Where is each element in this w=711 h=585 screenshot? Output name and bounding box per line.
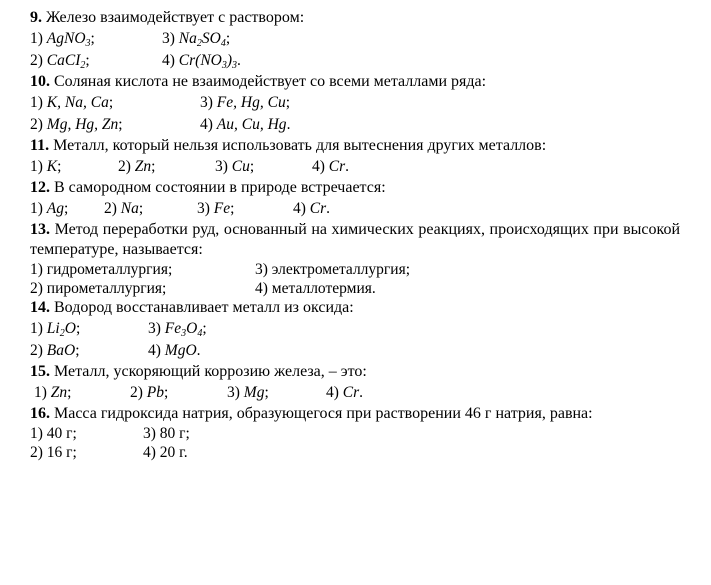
answer-row <box>30 114 680 136</box>
answer-row <box>30 443 680 462</box>
option-punctuation: . <box>237 52 241 69</box>
answer-option <box>143 424 190 443</box>
chemical-formula: Mg, Hg, Zn <box>46 116 119 133</box>
question-12 <box>30 178 680 198</box>
option-number: 1) <box>30 158 43 175</box>
chemical-formula: K <box>46 158 58 175</box>
option-number: 2) <box>118 158 131 175</box>
option-number: 4) <box>293 200 306 217</box>
question-15 <box>30 362 680 382</box>
answer-row <box>30 340 680 362</box>
option-punctuation: ; <box>249 158 255 175</box>
option-punctuation: ; <box>67 384 72 401</box>
answer-row <box>30 50 680 72</box>
option-number: 1) <box>30 320 43 337</box>
option-punctuation: ; <box>164 384 169 401</box>
question-number: 10. <box>30 73 50 90</box>
chemical-formula: Pb <box>146 384 165 401</box>
option-number: 3) <box>148 320 161 337</box>
answer-option <box>312 156 349 178</box>
option-number: 3) <box>162 30 175 47</box>
quiz-page <box>30 8 680 462</box>
chemical-formula: Fe, Hg, Cu <box>216 94 286 111</box>
answer-row <box>30 318 680 340</box>
answer-option <box>34 382 71 404</box>
question-text: Железо взаимодействует с раствором: <box>46 9 305 26</box>
option-number: 2) <box>30 280 43 297</box>
option-number: 1) <box>30 30 43 47</box>
option-punctuation: ; <box>225 30 231 47</box>
answer-row <box>30 279 680 298</box>
option-number: 3) <box>215 158 228 175</box>
option-number: 3) <box>143 425 156 442</box>
chemical-formula: Ag <box>46 200 65 217</box>
answer-row <box>30 28 680 50</box>
option-number: 3) <box>227 384 240 401</box>
chemical-formula: K, Na, Ca <box>46 94 109 111</box>
answer-row <box>30 424 680 443</box>
option-number: 2) <box>30 444 43 461</box>
chemical-formula: MgO <box>164 342 197 359</box>
answer-option <box>148 318 207 340</box>
chemical-formula: $Fe_3O_4$ <box>164 320 203 339</box>
answer-option <box>162 28 230 50</box>
option-number: 4) <box>255 280 268 297</box>
question-14 <box>30 298 680 318</box>
option-punctuation: ; <box>264 384 269 401</box>
chemical-formula: Cr <box>342 384 360 401</box>
option-number: 4) <box>148 342 161 359</box>
option-punctuation: . <box>286 116 291 133</box>
option-punctuation: ; <box>64 200 69 217</box>
option-text: 80 г; <box>159 425 190 442</box>
chemical-formula: Fe <box>213 200 231 217</box>
option-punctuation: . <box>359 384 364 401</box>
chemical-formula: Na <box>120 200 139 217</box>
answer-option <box>293 198 330 220</box>
option-number: 4) <box>312 158 325 175</box>
option-number: 4) <box>143 444 156 461</box>
answer-option <box>30 92 113 114</box>
answer-option <box>30 279 166 298</box>
chemical-formula: CaCI$_2$ <box>46 52 86 71</box>
option-number: 1) <box>34 384 47 401</box>
option-number: 4) <box>200 116 213 133</box>
option-text: электрометаллургия; <box>271 261 411 278</box>
option-text: 16 г; <box>46 444 77 461</box>
option-number: 1) <box>30 261 43 278</box>
question-text: Металл, ускоряющий коррозию железа, – это: <box>54 363 367 380</box>
chemical-formula: Zn <box>134 158 152 175</box>
answer-option <box>30 443 77 462</box>
answer-option <box>30 424 77 443</box>
option-number: 2) <box>130 384 143 401</box>
option-number: 3) <box>255 261 268 278</box>
chemical-formula: AgNO$_3$ <box>46 30 91 49</box>
chemical-formula: $Na_2SO_4$ <box>178 30 226 49</box>
option-number: 1) <box>30 94 43 111</box>
chemical-formula: Au, Cu, Hg <box>216 116 287 133</box>
chemical-formula: Mg <box>243 384 265 401</box>
question-text: В самородном состоянии в природе встречается: <box>54 179 386 196</box>
question-text: Металл, который нельзя использовать для вытеснения других металлов: <box>53 137 547 154</box>
answer-option <box>30 318 80 340</box>
answer-option <box>30 260 172 279</box>
option-number: 2) <box>30 52 43 69</box>
option-punctuation: ; <box>230 200 235 217</box>
answer-option <box>326 382 363 404</box>
answer-option <box>30 198 68 220</box>
question-16 <box>30 404 680 424</box>
question-10 <box>30 72 680 92</box>
answer-option <box>30 156 61 178</box>
option-text: 20 г. <box>159 444 188 461</box>
answer-option <box>200 92 290 114</box>
question-13 <box>30 220 680 260</box>
option-number: 3) <box>197 200 210 217</box>
answer-row <box>30 198 680 220</box>
option-number: 4) <box>326 384 339 401</box>
option-number: 2) <box>104 200 117 217</box>
question-number: 16. <box>30 405 50 422</box>
option-number: 4) <box>162 52 175 69</box>
question-text: Метод переработки руд, основанный на химических реакциях, происходящих при высокой температуре, называется: <box>30 221 681 258</box>
option-text: 40 г; <box>46 425 77 442</box>
answer-option <box>200 114 290 136</box>
chemical-formula: $Cr(NO_3)_3$ <box>178 52 238 71</box>
answer-option <box>162 50 241 72</box>
question-number: 12. <box>30 179 50 196</box>
answer-option <box>30 114 123 136</box>
answer-option <box>215 156 254 178</box>
answer-option <box>197 198 234 220</box>
chemical-formula: Cr <box>328 158 346 175</box>
option-text: гидрометаллургия; <box>46 261 173 278</box>
answer-row <box>30 92 680 114</box>
option-punctuation: ; <box>108 94 114 111</box>
option-punctuation: ; <box>75 320 81 337</box>
question-text: Масса гидроксида натрия, образующегося при растворении 46 г натрия, равна: <box>54 405 593 422</box>
answer-option <box>255 279 376 298</box>
chemical-formula: $Li_2O$ <box>46 320 76 339</box>
answer-option <box>30 28 95 50</box>
option-punctuation: ; <box>57 158 62 175</box>
answer-option <box>30 340 80 362</box>
option-punctuation: ; <box>90 30 95 47</box>
option-punctuation: . <box>345 158 350 175</box>
chemical-formula: Zn <box>50 384 68 401</box>
chemical-formula: BaO <box>46 342 76 359</box>
answer-option <box>148 340 201 362</box>
answer-option <box>143 443 188 462</box>
option-punctuation: ; <box>85 52 90 69</box>
question-text: Соляная кислота не взаимодействует со всеми металлами ряда: <box>54 73 487 90</box>
answer-row <box>30 260 680 279</box>
option-punctuation: ; <box>202 320 207 337</box>
question-number: 14. <box>30 299 50 316</box>
question-number: 13. <box>30 221 50 238</box>
question-number: 11. <box>30 137 50 154</box>
option-punctuation: ; <box>75 342 80 359</box>
option-text: металлотермия. <box>271 280 376 297</box>
option-punctuation: . <box>326 200 331 217</box>
answer-option <box>130 382 168 404</box>
question-text: Водород восстанавливает металл из оксида: <box>54 299 354 316</box>
answer-row <box>30 156 680 178</box>
option-number: 1) <box>30 425 43 442</box>
question-number: 15. <box>30 363 50 380</box>
option-number: 1) <box>30 200 43 217</box>
chemical-formula: Cr <box>309 200 327 217</box>
option-number: 3) <box>200 94 213 111</box>
question-number: 9. <box>30 9 42 26</box>
option-number: 2) <box>30 116 43 133</box>
option-punctuation: . <box>196 342 201 359</box>
answer-option <box>118 156 155 178</box>
option-punctuation: ; <box>118 116 123 133</box>
option-punctuation: ; <box>285 94 291 111</box>
option-text: пирометаллургия; <box>46 280 167 297</box>
answer-row <box>30 382 680 404</box>
answer-option <box>104 198 143 220</box>
option-punctuation: ; <box>151 158 156 175</box>
option-number: 2) <box>30 342 43 359</box>
answer-option <box>227 382 269 404</box>
answer-option <box>30 50 90 72</box>
answer-option <box>255 260 410 279</box>
question-9 <box>30 8 680 28</box>
chemical-formula: Cu <box>231 158 250 175</box>
option-punctuation: ; <box>138 200 144 217</box>
question-11 <box>30 136 680 156</box>
